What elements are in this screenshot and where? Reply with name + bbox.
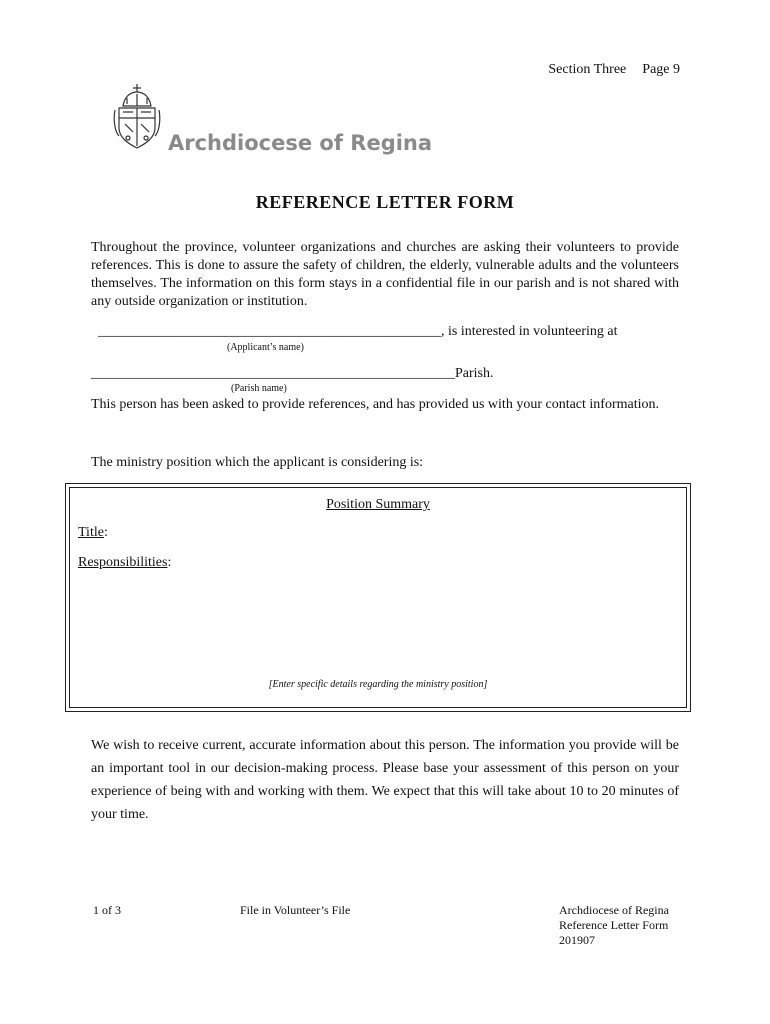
parish-line[interactable]: ____________________________________________________Parish. <box>91 366 494 381</box>
archdiocese-crest-icon <box>113 80 161 152</box>
parish-name-label: (Parish name) <box>231 383 287 394</box>
responsibilities-field[interactable]: Responsibilities: <box>78 555 172 570</box>
position-summary-heading: Position Summary <box>326 497 430 512</box>
position-summary-inner <box>69 487 687 708</box>
closing-paragraph: We wish to receive current, accurate information about this person. The information you provide will be an important tool in our decision-making process. Please base your assessment of this person on your experience of being with and working with them. We expect that this will take about 10 to 20 minutes of your time. <box>91 738 679 822</box>
org-name: Archdiocese of Regina <box>168 131 433 155</box>
intro-paragraph: Throughout the province, volunteer organizations and churches are asking their volunteers to provide references. This is done to assure the safety of children, the elderly, vulnerable adults and the volunteers themselves. The information on this form stays in a confidential file in our parish and is not shared with any outside organization or institution. <box>91 240 679 309</box>
ministry-paragraph: The ministry position which the applicant is considering is: <box>91 455 424 470</box>
footer-doc-info <box>559 903 669 948</box>
position-hint: [Enter specific details regarding the ministry position] <box>268 679 488 690</box>
position-title-label: Title <box>78 525 104 540</box>
page-number: Page 9 <box>642 62 680 77</box>
footer-form-name: Reference Letter Form <box>559 918 669 932</box>
section-label: Section Three <box>548 62 627 77</box>
footer-version: 201907 <box>559 933 595 947</box>
footer-org: Archdiocese of Regina <box>559 903 669 917</box>
applicant-line[interactable]: _________________________________________________, is interested in volunteering at <box>98 324 618 339</box>
position-summary-box <box>65 483 691 712</box>
responsibilities-label: Responsibilities <box>78 555 168 570</box>
applicant-name-label: (Applicant’s name) <box>227 342 304 353</box>
references-paragraph: This person has been asked to provide references, and has provided us with your contact information. <box>91 397 659 412</box>
page-title: REFERENCE LETTER FORM <box>255 192 515 212</box>
position-title-field[interactable]: Title: <box>78 525 108 540</box>
footer-page-count: 1 of 3 <box>93 903 121 917</box>
footer-file-note: File in Volunteer’s File <box>240 903 351 917</box>
page-header <box>548 62 680 78</box>
